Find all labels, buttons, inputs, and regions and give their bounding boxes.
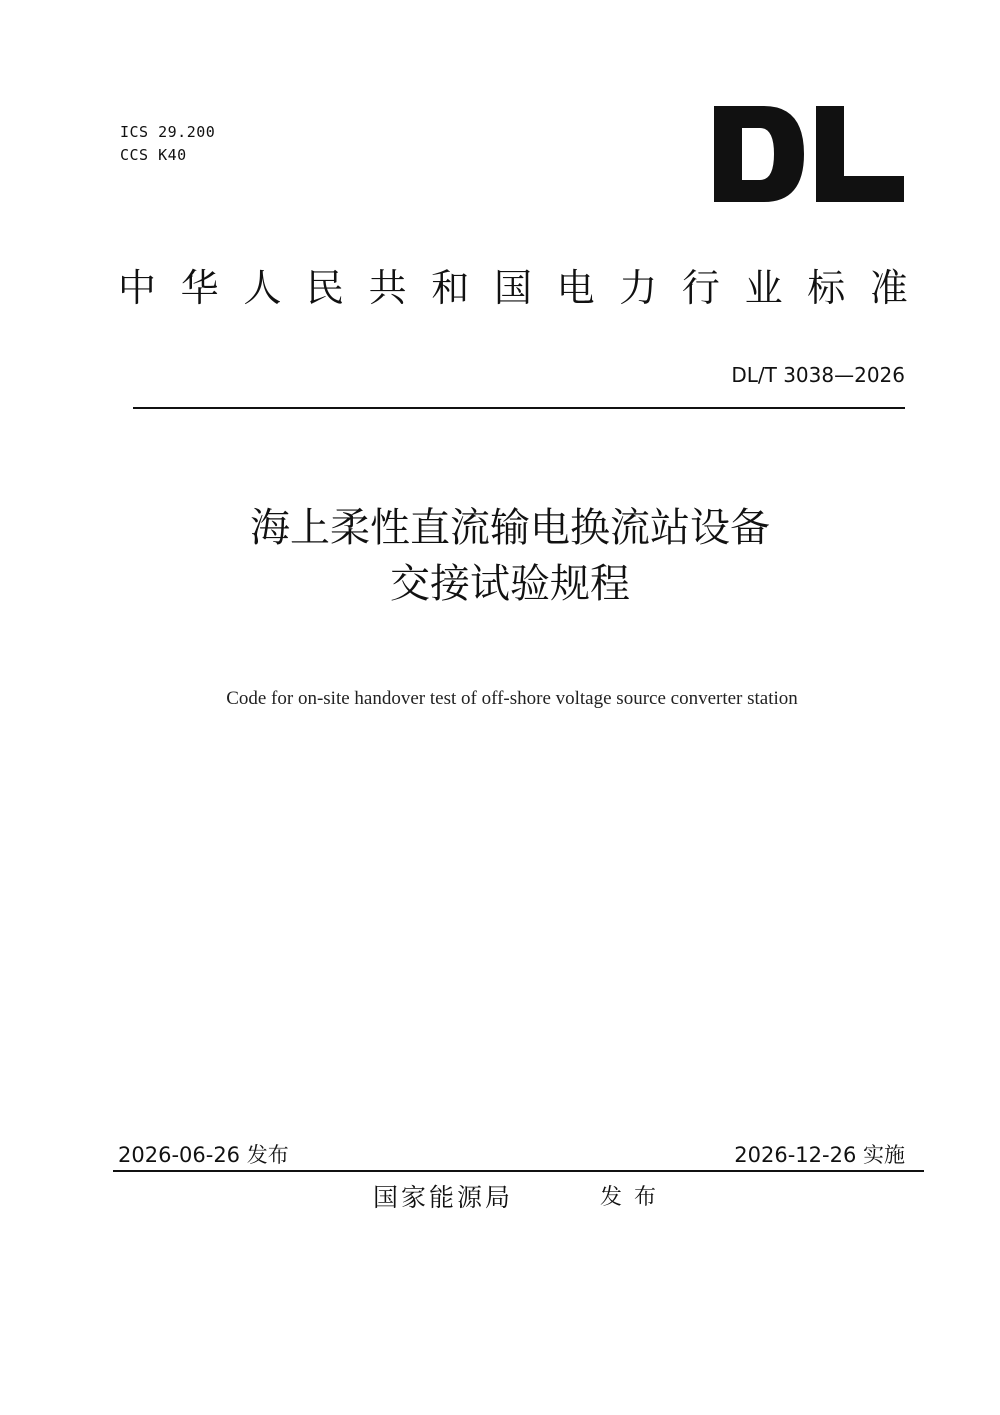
industry-title-char: 业 [744,266,783,310]
dl-logo [712,106,906,202]
issuing-authority: 国家能源局 [373,1183,514,1212]
footer-divider [113,1170,924,1172]
industry-title-char: 共 [368,266,407,310]
industry-title-char: 力 [619,266,658,310]
date-row [118,1140,905,1170]
industry-title-char: 国 [493,266,532,310]
title-line-1: 海上柔性直流输电换流站设备 [250,505,770,551]
industry-title-char: 民 [305,266,344,310]
industry-title-char: 标 [807,266,846,310]
industry-title-char: 电 [556,266,595,310]
standard-number: DL/T 3038—2026 [731,363,905,387]
classification-codes [120,121,215,167]
title-line-2: 交接试验规程 [390,561,630,607]
industry-title-char: 中 [118,266,157,310]
issuer-row [0,1180,1000,1216]
ccs-code: CCS K40 [120,146,187,164]
industry-standard-title [118,258,908,318]
issue-date: 2026-06-26 发布 [118,1143,289,1167]
issue-label: 发布 [600,1185,669,1210]
english-title: Code for on-site handover test of off-shore voltage source converter station [226,688,798,709]
document-title [0,500,1000,612]
implementation-date: 2026-12-26 实施 [734,1143,905,1167]
industry-title-char: 准 [869,266,908,310]
header-divider [133,407,905,409]
ics-code: ICS 29.200 [120,123,216,141]
industry-title-char: 华 [180,266,219,310]
industry-title-char: 行 [681,266,720,310]
industry-title-char: 人 [243,266,282,310]
industry-title-char: 和 [431,266,470,310]
